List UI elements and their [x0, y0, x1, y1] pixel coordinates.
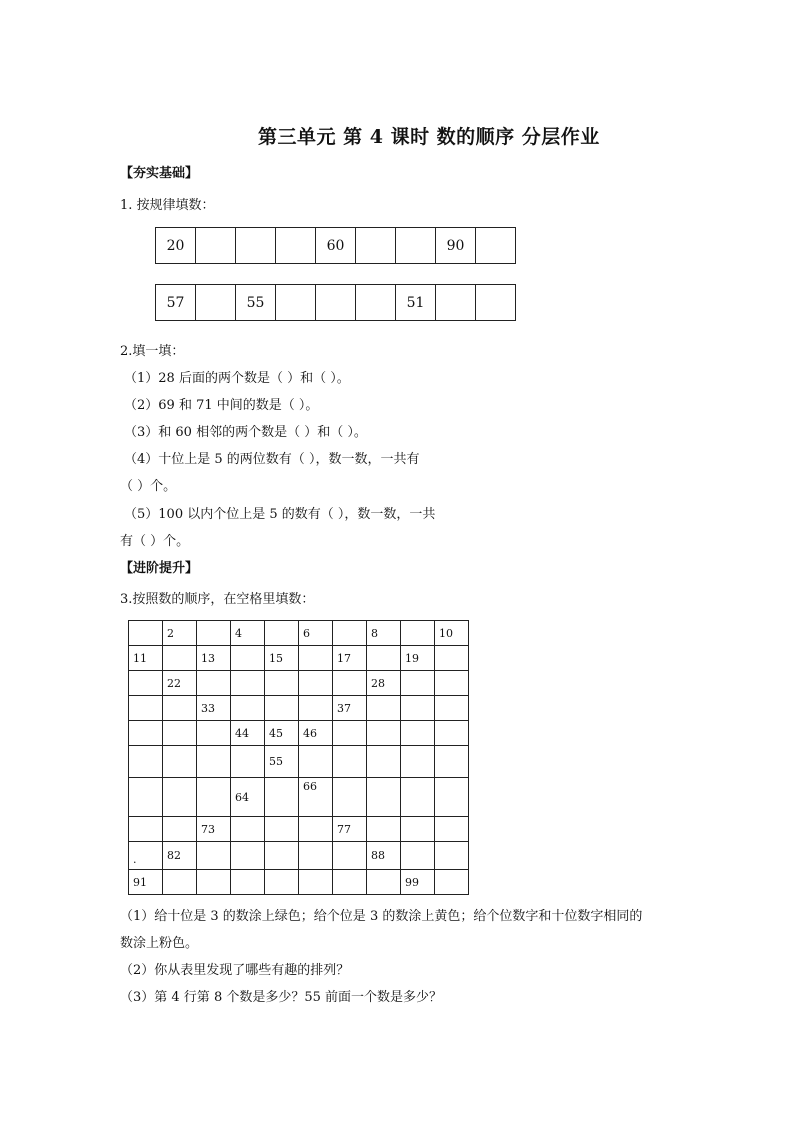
grid-cell[interactable] — [265, 817, 299, 842]
question-3-sub-3: （3）第 4 行第 8 个数是多少？55 前面一个数是多少？ — [120, 990, 443, 1005]
seq1-cell[interactable]: 60 — [316, 228, 356, 264]
grid-cell[interactable] — [231, 671, 265, 696]
grid-cell[interactable] — [367, 746, 401, 778]
grid-cell[interactable]: 6 — [299, 621, 333, 646]
grid-cell[interactable] — [401, 817, 435, 842]
seq2-cell[interactable] — [356, 285, 396, 321]
grid-cell[interactable]: 8 — [367, 621, 401, 646]
grid-cell[interactable] — [163, 870, 197, 895]
grid-cell[interactable] — [299, 870, 333, 895]
grid-cell[interactable] — [197, 778, 231, 817]
grid-cell[interactable] — [401, 842, 435, 870]
grid-cell[interactable] — [367, 817, 401, 842]
seq2-cell[interactable] — [316, 285, 356, 321]
grid-cell[interactable]: 55 — [265, 746, 299, 778]
grid-cell[interactable] — [129, 696, 163, 721]
grid-cell[interactable] — [265, 621, 299, 646]
grid-cell[interactable] — [435, 671, 469, 696]
question-2-prompt: 2.填一填： — [120, 344, 185, 359]
grid-cell[interactable] — [333, 778, 367, 817]
grid-cell[interactable] — [197, 870, 231, 895]
grid-row — [129, 778, 469, 817]
seq1-cell[interactable]: 90 — [436, 228, 476, 264]
grid-cell[interactable] — [129, 817, 163, 842]
grid-cell[interactable] — [231, 817, 265, 842]
grid-cell[interactable] — [163, 778, 197, 817]
grid-cell[interactable]: 15 — [265, 646, 299, 671]
grid-cell[interactable]: 37 — [333, 696, 367, 721]
question-2-item-5-cont: 有（ ）个。 — [120, 534, 190, 549]
seq1-cell[interactable] — [236, 228, 276, 264]
grid-cell[interactable]: 44 — [231, 721, 265, 746]
grid-cell[interactable] — [401, 778, 435, 817]
grid-cell[interactable] — [197, 671, 231, 696]
grid-cell[interactable] — [163, 817, 197, 842]
grid-cell[interactable] — [265, 870, 299, 895]
grid-cell[interactable]: 66 — [299, 778, 333, 817]
grid-cell[interactable] — [129, 621, 163, 646]
grid-cell[interactable] — [129, 721, 163, 746]
hundred-chart — [128, 620, 469, 895]
grid-cell[interactable] — [197, 746, 231, 778]
grid-cell[interactable] — [367, 696, 401, 721]
grid-cell[interactable] — [367, 646, 401, 671]
grid-cell[interactable]: 88 — [367, 842, 401, 870]
section-basic-heading: 【夯实基础】 — [120, 166, 199, 181]
grid-cell[interactable]: 82 — [163, 842, 197, 870]
grid-cell[interactable] — [333, 870, 367, 895]
grid-row — [129, 721, 469, 746]
seq1-cell[interactable] — [196, 228, 236, 264]
grid-cell[interactable]: 99 — [401, 870, 435, 895]
grid-cell[interactable]: 64 — [231, 778, 265, 817]
grid-cell[interactable] — [231, 746, 265, 778]
grid-cell[interactable] — [333, 721, 367, 746]
grid-cell[interactable] — [129, 778, 163, 817]
sequence-table-1 — [155, 227, 516, 264]
grid-cell[interactable] — [299, 746, 333, 778]
question-2-item-5: （5）100 以内个位上是 5 的数有（ ），数一数，一共 — [124, 507, 436, 522]
seq1-cell[interactable] — [396, 228, 436, 264]
question-3-prompt: 3.按照数的顺序，在空格里填数： — [120, 592, 315, 607]
grid-cell[interactable] — [299, 671, 333, 696]
grid-cell[interactable]: 77 — [333, 817, 367, 842]
grid-cell[interactable] — [129, 671, 163, 696]
page-title: 第三单元 第 4 课时 数的顺序 分层作业 — [258, 126, 600, 148]
grid-cell[interactable] — [197, 721, 231, 746]
grid-cell[interactable] — [435, 721, 469, 746]
grid-cell[interactable] — [333, 671, 367, 696]
grid-row — [129, 621, 469, 646]
grid-cell[interactable] — [231, 870, 265, 895]
grid-cell[interactable]: 11 — [129, 646, 163, 671]
grid-cell[interactable] — [401, 721, 435, 746]
seq2-cell[interactable] — [196, 285, 236, 321]
question-3-sub-2: （2）你从表里发现了哪些有趣的排列？ — [120, 963, 350, 978]
grid-cell[interactable] — [435, 778, 469, 817]
seq1-cell[interactable] — [476, 228, 516, 264]
grid-cell[interactable] — [231, 646, 265, 671]
question-3-sub-1: （1）给十位是 3 的数涂上绿色；给个位是 3 的数涂上黄色；给个位数字和十位数字相同的 — [120, 909, 643, 924]
question-2-item-4-cont: （ ）个。 — [120, 479, 177, 494]
seq1-cell[interactable] — [276, 228, 316, 264]
seq2-cell[interactable] — [436, 285, 476, 321]
grid-cell[interactable]: . — [129, 842, 163, 870]
grid-cell[interactable] — [231, 842, 265, 870]
grid-cell[interactable]: 73 — [197, 817, 231, 842]
grid-cell[interactable]: 91 — [129, 870, 163, 895]
question-2-item-1: （1）28 后面的两个数是（ ）和（ ）。 — [124, 371, 350, 386]
grid-cell[interactable] — [265, 778, 299, 817]
question-2-item-2: （2）69 和 71 中间的数是（ ）。 — [124, 398, 319, 413]
grid-row — [129, 842, 469, 870]
grid-cell[interactable] — [299, 646, 333, 671]
seq2-cell[interactable]: 51 — [396, 285, 436, 321]
sequence-table-2 — [155, 284, 516, 321]
grid-cell[interactable] — [333, 746, 367, 778]
grid-cell[interactable] — [265, 671, 299, 696]
grid-cell[interactable]: 22 — [163, 671, 197, 696]
question-3-sub-1-cont: 数涂上粉色。 — [120, 936, 199, 951]
grid-cell[interactable] — [163, 721, 197, 746]
seq2-cell[interactable] — [476, 285, 516, 321]
grid-cell[interactable] — [435, 870, 469, 895]
question-2-item-4: （4）十位上是 5 的两位数有（ ），数一数，一共有 — [124, 452, 420, 467]
grid-row — [129, 817, 469, 842]
grid-cell[interactable] — [299, 842, 333, 870]
grid-cell[interactable] — [231, 696, 265, 721]
grid-row — [129, 696, 469, 721]
grid-cell[interactable] — [299, 817, 333, 842]
grid-row — [129, 671, 469, 696]
grid-cell[interactable] — [435, 746, 469, 778]
seq1-cell[interactable] — [356, 228, 396, 264]
grid-cell[interactable] — [265, 842, 299, 870]
grid-cell[interactable] — [401, 621, 435, 646]
seq1-cell[interactable]: 20 — [156, 228, 196, 264]
grid-cell[interactable]: 10 — [435, 621, 469, 646]
grid-cell[interactable] — [401, 696, 435, 721]
seq2-cell[interactable] — [276, 285, 316, 321]
grid-cell[interactable] — [197, 842, 231, 870]
grid-cell[interactable] — [299, 696, 333, 721]
grid-cell[interactable] — [435, 842, 469, 870]
grid-cell[interactable] — [435, 646, 469, 671]
question-2-item-3: （3）和 60 相邻的两个数是（ ）和（ ）。 — [124, 425, 367, 440]
seq2-cell[interactable]: 55 — [236, 285, 276, 321]
question-1-prompt: 1. 按规律填数： — [120, 198, 215, 213]
grid-cell[interactable] — [163, 646, 197, 671]
grid-cell[interactable]: 13 — [197, 646, 231, 671]
grid-cell[interactable] — [333, 842, 367, 870]
grid-cell[interactable]: 46 — [299, 721, 333, 746]
grid-row — [129, 746, 469, 778]
grid-row — [129, 870, 469, 895]
grid-cell[interactable] — [367, 778, 401, 817]
seq2-cell[interactable]: 57 — [156, 285, 196, 321]
grid-cell[interactable]: 33 — [197, 696, 231, 721]
grid-cell[interactable] — [401, 671, 435, 696]
grid-cell[interactable] — [197, 621, 231, 646]
grid-cell[interactable]: 4 — [231, 621, 265, 646]
grid-cell[interactable] — [401, 746, 435, 778]
grid-cell[interactable] — [163, 696, 197, 721]
grid-cell[interactable] — [367, 870, 401, 895]
grid-cell[interactable] — [367, 721, 401, 746]
grid-cell[interactable]: 28 — [367, 671, 401, 696]
grid-cell[interactable]: 2 — [163, 621, 197, 646]
grid-cell[interactable] — [333, 621, 367, 646]
grid-cell[interactable] — [435, 817, 469, 842]
grid-cell[interactable] — [129, 746, 163, 778]
grid-cell[interactable]: 19 — [401, 646, 435, 671]
grid-cell[interactable]: 17 — [333, 646, 367, 671]
grid-row — [129, 646, 469, 671]
section-advanced-heading: 【进阶提升】 — [120, 561, 199, 576]
grid-cell[interactable] — [163, 746, 197, 778]
grid-cell[interactable] — [435, 696, 469, 721]
grid-cell[interactable] — [265, 696, 299, 721]
grid-cell[interactable]: 45 — [265, 721, 299, 746]
